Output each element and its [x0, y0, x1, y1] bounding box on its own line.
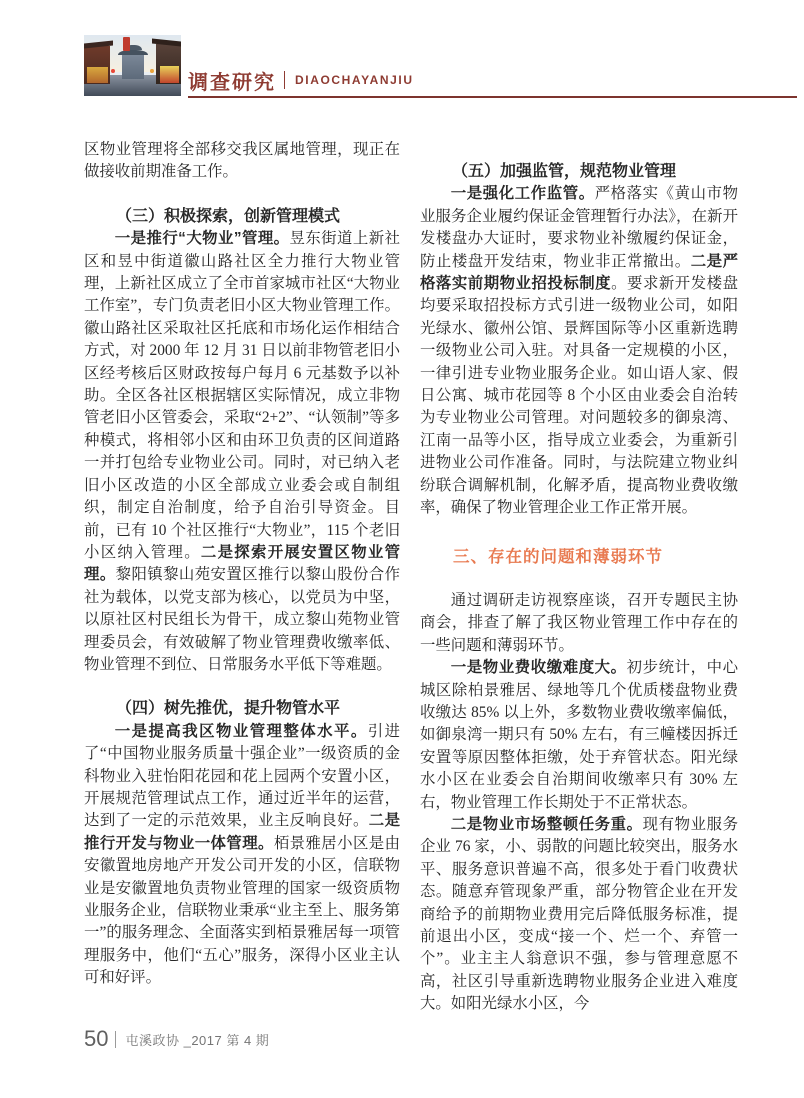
body-text: 现有物业服务企业 76 家，小、弱散的问题比较突出，服务水平、服务意识普遍不高，很多处于看门收费状态。随意弃管现象严重，部分物管企业在开发商给予的前期物业费用完后降低服务标准，提前退出小区，变成“接一个、烂一个、弃管一个”。业主主人翁意识不强，参与管理意愿不高，社区引导重新选聘物业服务企业进入难度大。如阳光绿水小区，今 [420, 815, 738, 1013]
page-footer [84, 1026, 269, 1052]
section-heading: 三、存在的问题和薄弱环节 [453, 547, 663, 566]
page-number: 50 [84, 1026, 109, 1051]
bold-lead-text: 一是推行“大物业”管理。 [114, 230, 290, 248]
bold-lead-text: 一是提高我区物业管理整体水平。 [114, 722, 368, 740]
column-header [188, 66, 414, 94]
bold-lead-text: 二是严格落实前期物业招投标制度 [420, 252, 738, 293]
bold-lead-text: 一是物业费收缴难度大。 [450, 659, 627, 677]
body-text: 昱东街道上新社区和昱中街道徽山路社区全力推行大物业管理，上新社区成立了全市首家城市社区“大物业工作室”，专门负责老旧小区大物业管理工作。徽山路社区采取社区托底和市场化运作相结合方式，对 2000 年 12 月 31 日以前非物管老旧小区经考核后区财政按每户每月 6 元基数予以补助。全区各社区根据辖区实际情况，成立非物管老旧小区管委会，采取“2+2”、“认领制”等多种模式，将相邻小区和由环卫负责的区间道路一并打包给专业物业公司。同时，对已纳入老旧小区改造的小区全部成立业委会或自制组织，制定自治制度，给予自治引导资金。目前，已有 10 个社区推行“大物业”，115 个老旧小区纳入管理。 [84, 230, 400, 561]
header-photo [84, 35, 181, 96]
bold-lead-text: 二是探索开展安置区物业管理。 [84, 543, 400, 584]
column-title: 调查研究 [188, 71, 276, 94]
photo-lantern-icon [150, 69, 154, 73]
paragraph [420, 814, 738, 1016]
bold-lead-text: 一是强化工作监管。 [450, 185, 595, 203]
header-rule [188, 96, 797, 98]
sub-heading: （三）积极探索，创新管理模式 [116, 207, 341, 225]
bold-lead-text: 二是物业市场整顿任务重。 [450, 815, 643, 833]
sub-heading: （五）加强监管，规范物业管理 [452, 163, 677, 180]
journal-info: 屯溪政协 _2017 第 4 期 [125, 1032, 270, 1048]
photo-red-seal [123, 37, 130, 50]
body-text: 初步统计，中心城区除柏景雅居、绿地等几个优质楼盘物业费收缴达 85% 以上外，多数物业费收缴率偏低，如御泉湾一期只有 50% 左右，有三幢楼因拆迁安置等原因整体拒缴，处于弃管状态。阳光绿水小区在业委会自治期间收缴率只有 30% 左右，物业管理工作长期处于不正常状态。 [420, 659, 738, 811]
paragraph [84, 228, 400, 676]
body-text: 黎阳镇黎山苑安置区推行以黎山股份合作社为载体，以党支部为核心，以党员为中坚，以原社区村民组长为骨干，成立黎山苑物业管理委员会，有效破解了物业管理费收缴率低、物业管理不到位、日常服务水平低下等难题。 [84, 566, 400, 673]
paragraph [84, 721, 400, 990]
photo-lantern-icon [111, 69, 115, 73]
right-column [420, 139, 738, 1016]
photo-gate [122, 53, 144, 79]
body-text: 引进了“中国物业服务质量十强企业”一级资质的金科物业入驻怡阳花园和花上园两个安置小区，开展规范管理试点工作，通过近半年的运营，达到了一定的示范效果，业主反响良好。 [84, 722, 400, 830]
paragraph [420, 590, 738, 657]
paragraph [420, 657, 738, 814]
sub-heading: （四）树先推优，提升物管水平 [116, 700, 341, 718]
bold-lead-text: 二是推行开发与物业一体管理。 [84, 812, 400, 852]
body-text: 严格落实《黄山市物业服务企业履约保证金管理暂行办法》，在新开发楼盘办大证时，要求物业补缴履约保证金，防止楼盘开发结束，物业非正常撤出。 [420, 185, 738, 270]
footer-separator [115, 1031, 116, 1048]
title-separator [284, 71, 285, 89]
left-column [84, 139, 400, 990]
body-text: 区物业管理将全部移交我区属地管理，现正在做接收前期准备工作。 [84, 141, 400, 181]
column-title-pinyin: DIAOCHAYANJIU [295, 73, 414, 87]
photo-shopfront-right [160, 66, 179, 83]
body-text: 通过调研走访视察座谈，召开专题民主协商会，排查了解了我区物业管理工作中存在的一些问题和薄弱环节。 [420, 591, 738, 654]
paragraph [420, 183, 738, 519]
paragraph [84, 139, 400, 184]
body-text: 栢景雅居小区是由安徽置地房地产开发公司开发的小区，信联物业是安徽置地负责物业管理的国家一级资质物业服务企业，信联物业秉承“业主至上、服务第一”的服务理念、全面落实到栢景雅居每一项管理服务中，他们“五心”服务，深得小区业主认可和好评。 [84, 834, 400, 987]
body-text: 。要求新开发楼盘均要采取招投标方式引进一级物业公司，如阳光绿水、徽州公馆、景辉国际等小区重新选聘一级物业公司入驻。对具备一定规模的小区，一律引进专业物业服务企业。如山语人家、假日公寓、城市花园等 8 个小区由业委会自治转为专业物业公司管理。对问题较多的御泉湾、江南一品等小区，指导成立业委会，为重新引进物业公司作准备。同时，与法院建立物业纠纷联合调解机制，化解矛盾，提高物业费收缴率，确保了物业管理企业工作正常开展。 [420, 275, 738, 517]
photo-shopfront-left [87, 67, 108, 83]
